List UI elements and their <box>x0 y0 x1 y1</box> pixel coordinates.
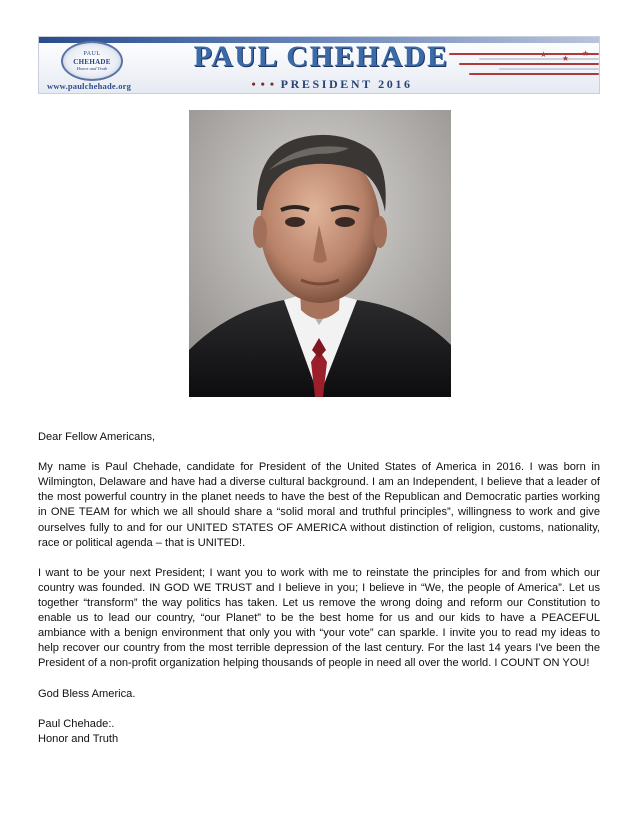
campaign-subtitle <box>227 77 437 91</box>
signature-name: Paul Chehade:. <box>38 717 115 730</box>
star-icon: ★ <box>539 50 547 59</box>
star-icon: ★ <box>561 54 569 63</box>
letter-paragraph-vision: I want to be your next President; I want you to work with me to reinstate the principles for and from which our country was founded. IN GOD WE TRUST and I believe in you; I believe in “We, the people of America”. Let us together “transform” the way politics has taken. Let us remove the wrong doing and reform our Constitution to enable us to lead our country, “our Planet” to be the best home for us and our kids to have a PEACEFUL ambiance with a benign environment that only you with “your vote” can sparkle. I invite you to read my ideas to help recover our country from the most terrible depression of the last century. For the last 14 years I've been the President of a non-profit organization helping thousands of people in need all over the world. I COUNT ON YOU! <box>38 566 600 670</box>
seal-text-first: PAUL <box>83 50 101 57</box>
seal-text-last: CHEHADE <box>73 57 111 66</box>
subtitle-text: PRESIDENT 2016 <box>280 77 413 91</box>
seal-text-motto: Honor and Truth <box>76 65 108 71</box>
letter-greeting: Dear Fellow Americans, <box>38 431 156 443</box>
website-url[interactable]: www.paulchehade.org <box>47 81 132 91</box>
stripe-red-2 <box>459 63 599 65</box>
campaign-seal-logo <box>61 41 123 81</box>
candidate-portrait-photo <box>189 110 451 397</box>
flag-stripes-decoration <box>429 51 599 81</box>
candidate-name-heading: PAUL CHEHADE <box>193 40 449 73</box>
signature-motto: Honor and Truth <box>38 732 119 745</box>
letter-body <box>38 430 600 747</box>
portrait-illustration <box>189 110 451 397</box>
stripe-white-2 <box>499 68 599 70</box>
star-icon: ★ <box>581 49 589 58</box>
subtitle-dots-left: • • • <box>251 77 276 91</box>
stripe-red-3 <box>469 73 599 75</box>
stripe-red-1 <box>449 53 599 55</box>
letter-closing: God Bless America. <box>38 687 136 700</box>
campaign-banner <box>38 36 600 94</box>
letter-paragraph-intro: My name is Paul Chehade, candidate for President of the United States of America in 2016. I was born in Wilmington, Delaware and have had a diverse cultural background. I am an Independent, I believe that a leader of the most powerful country in the planet needs to have the best of the Republican and Democratic parties working in ONE TEAM for which we all should share a “solid moral and truthful principles”, willingness to work and give ourselves fully to and for our UNITED STATES OF AMERICA without distinction of religion, customs, nationality, race or political agenda – that is UNITED!. <box>38 461 600 549</box>
